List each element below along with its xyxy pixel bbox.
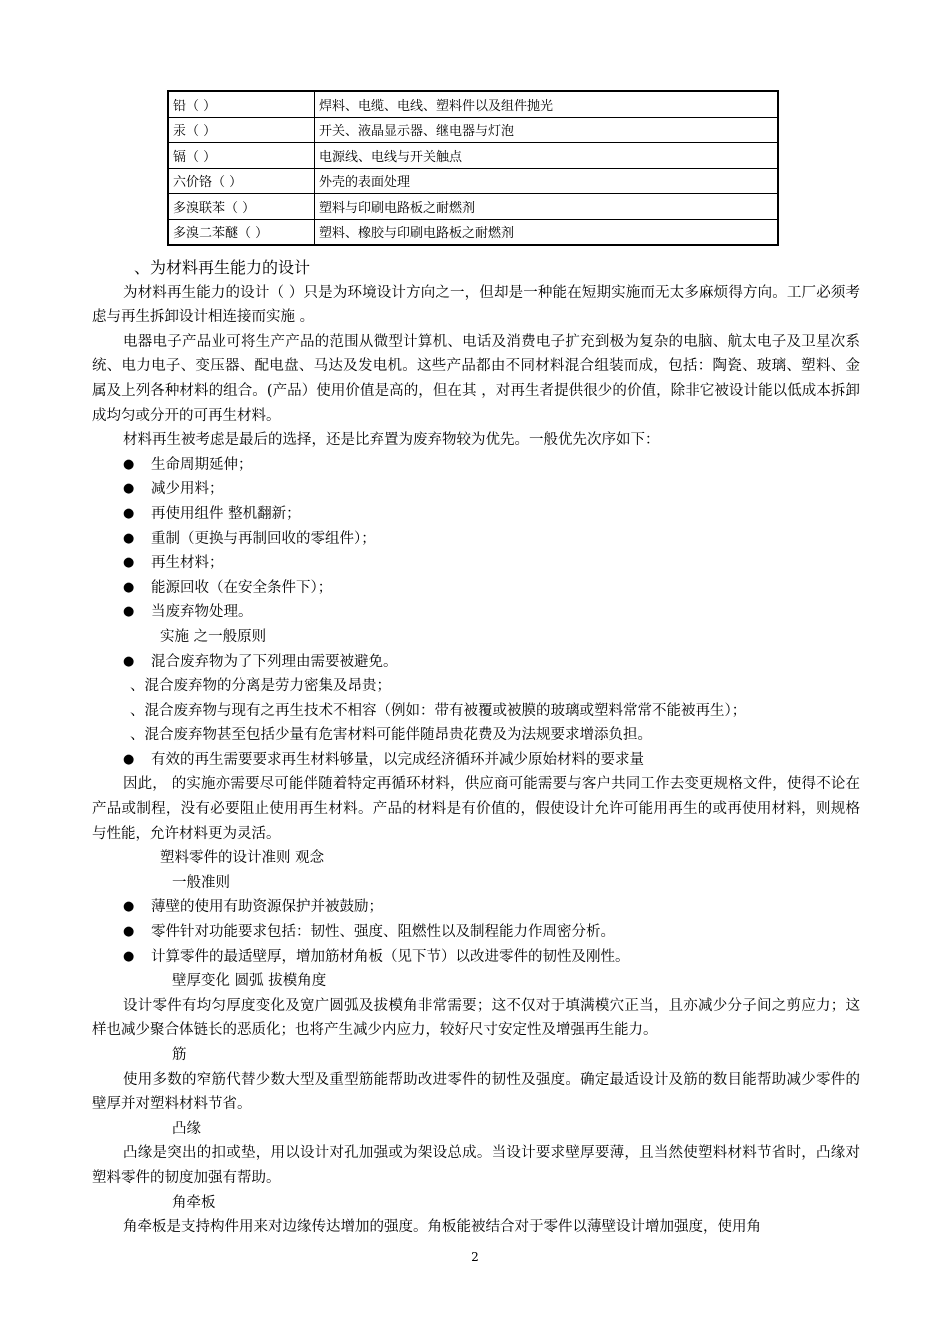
list-item: [92, 895, 860, 920]
principles-heading: 实施 之一般原则: [160, 628, 267, 645]
list-item: [92, 551, 860, 576]
substance-cell: 镉（ ）: [168, 143, 315, 169]
reason-item: 、混合废弃物与现有之再生技术不相容（例如：带有被覆或被膜的玻璃或塑料常常不能被再生）；: [130, 702, 747, 719]
use-cell: 塑料与印刷电路板之耐燃剂: [315, 194, 779, 220]
reason-list: [92, 674, 860, 748]
table-row: [168, 91, 778, 117]
use-cell: 电源线、电线与开关触点: [315, 143, 779, 169]
bullet-icon: ●: [123, 505, 135, 521]
list-item: [92, 920, 860, 945]
use-cell: 外壳的表面处理: [315, 168, 779, 194]
bullet-icon: ●: [123, 530, 135, 546]
priority-list: [92, 453, 860, 625]
paragraph-products: 电器电子产品业可将生产产品的范围从微型计算机、电话及消费电子扩充到极为复杂的电脑、航太电子及卫星次系统、电力电子、变压器、配电盘、马达及发电机。这些产品都由不同材料混合组装而成，包括：陶瓷、玻璃、塑料、金属及上列各种材料的组合。(产品）使用价值是高的，但在其 ，对再生者提供很少的价值，除非它被设计能以低成本拆卸成均匀或分开的可再生材料。: [92, 333, 860, 424]
bullet-icon: ●: [123, 924, 135, 940]
paragraph-wall: 设计零件有均匀厚度变化及宽广圆弧及拔模角非常需要；这不仅对于填满模穴正当，且亦减少分子间之剪应力；这样也减少聚合体链长的恶质化；也将产生减少内应力，较好尺寸安定性及增强再生能力。: [92, 997, 860, 1039]
substance-cell: 六价铬（ ）: [168, 168, 315, 194]
rib-heading: 筋: [172, 1047, 187, 1063]
body-text: [92, 256, 860, 1240]
bullet-icon: ●: [123, 653, 135, 669]
table-row: [168, 194, 778, 220]
hazardous-substance-table: [167, 90, 779, 246]
boss-heading: 凸缘: [172, 1120, 201, 1137]
list-item: [92, 650, 860, 675]
paragraph-intro: 为材料再生能力的设计（ ）只是为环境设计方向之一，但却是一种能在短期实施而无太多麻烦得方向。工厂必须考虑与再生拆卸设计相连接而实施 。: [92, 284, 860, 326]
list-item: [92, 477, 860, 502]
table-row: [168, 117, 778, 143]
list-item-text: 计算零件的最适壁厚，增加筋材角板（见下节）以改进零件的韧性及刚性。: [151, 948, 630, 965]
list-item-text: 能源回收（在安全条件下）；: [151, 579, 333, 596]
use-cell: 开关、液晶显示器、继电器与灯泡: [315, 117, 779, 143]
list-item-text: 重制（更换与再制回收的零组件）；: [151, 530, 376, 547]
list-item-text: 当废弃物处理。: [151, 604, 253, 621]
general-heading: 一般准则: [172, 874, 230, 891]
wall-heading: 壁厚变化 圆弧 拔模角度: [172, 973, 327, 990]
list-item: [92, 502, 860, 527]
bullet-icon: ●: [123, 899, 135, 915]
list-item: [92, 748, 860, 773]
bullet-icon: ●: [123, 948, 135, 964]
substance-cell: 多溴二苯醚（ ）: [168, 219, 315, 245]
substance-cell: 多溴联苯（ ）: [168, 194, 315, 220]
paragraph-gusset: 角牵板是支持构件用来对边缘传达增加的强度。角板能被结合对于零件以薄壁设计增加强度，使用角: [123, 1219, 761, 1236]
list-item: [92, 945, 860, 970]
bullet-icon: ●: [123, 481, 135, 497]
table-row: [168, 219, 778, 245]
use-cell: 塑料、橡胶与印刷电路板之耐燃剂: [315, 219, 779, 245]
list-item: [92, 576, 860, 601]
gusset-heading: 角牵板: [172, 1194, 216, 1211]
paragraph-conclusion: 因此， 的实施亦需要尽可能伴随着特定再循环材料，供应商可能需要与客户共同工作去变更规格文件，使得不论在产品或制程，没有必要阻止使用再生材料。产品的材料是有价值的，假使设计允许可能用再生的或再使用材料，则规格与性能，允许材料更为灵活。: [92, 776, 860, 842]
page-number: 2: [471, 1250, 479, 1264]
reason-item: 、混合废弃物的分离是劳力密集及昂贵；: [130, 678, 391, 695]
bullet-icon: ●: [123, 579, 135, 595]
paragraph-priority: 材料再生被考虑是最后的选择，还是比弃置为废弃物较为优先。一般优先次序如下：: [123, 432, 660, 449]
list-item-text: 有效的再生需要要求再生材料够量，以完成经济循环并减少原始材料的要求量: [151, 751, 644, 768]
list-item-text: 混合废弃物为了下列理由需要被避免。: [151, 653, 398, 670]
list-item-text: 零件针对功能要求包括：韧性、强度、阻燃性以及制程能力作周密分析。: [151, 924, 615, 941]
section-title: 、为材料再生能力的设计: [134, 258, 311, 277]
table-row: [168, 168, 778, 194]
plastic-heading: 塑料零件的设计准则 观念: [160, 850, 325, 867]
bullet-icon: ●: [123, 555, 135, 571]
list-item: [92, 527, 860, 552]
substance-cell: 铅（ ）: [168, 91, 315, 117]
use-cell: 焊料、电缆、电线、塑料件以及组件抛光: [315, 91, 779, 117]
bullet-icon: ●: [123, 456, 135, 472]
paragraph-rib: 使用多数的窄筋代替少数大型及重型筋能帮助改进零件的韧性及强度。确定最适设计及筋的数目能帮助减少零件的壁厚并对塑料材料节省。: [92, 1071, 860, 1113]
general-list: [92, 895, 860, 969]
list-item: [92, 453, 860, 478]
substance-cell: 汞（ ）: [168, 117, 315, 143]
table-row: [168, 143, 778, 169]
list-item: [92, 600, 860, 625]
list-item-text: 减少用料；: [151, 481, 224, 498]
paragraph-boss: 凸缘是突出的扣或垫，用以设计对孔加强或为架设总成。当设计要求壁厚要薄，且当然使塑料材料节省时，凸缘对塑料零件的韧度加强有帮助。: [92, 1145, 860, 1186]
list-item-text: 生命周期延伸；: [151, 456, 253, 473]
list-item-text: 再生材料；: [151, 555, 224, 572]
reason-item: 、混合废弃物甚至包括少量有危害材料可能伴随昂贵花费及为法规要求增添负担。: [130, 727, 652, 744]
bullet-icon: ●: [123, 751, 135, 767]
bullet-icon: ●: [123, 604, 135, 620]
list-item-text: 再使用组件 整机翻新；: [151, 505, 301, 522]
list-item-text: 薄壁的使用有助资源保护并被鼓励；: [151, 899, 383, 916]
